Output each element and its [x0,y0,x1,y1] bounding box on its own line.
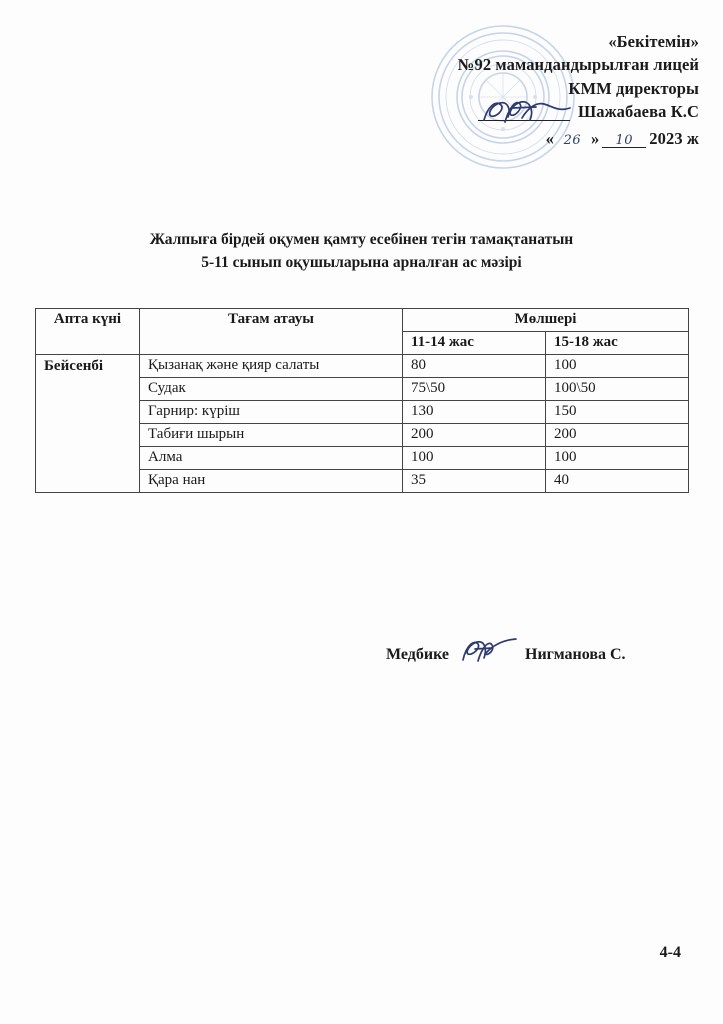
nurse-role-label: Медбике [386,646,450,663]
menu-table-head [36,309,689,355]
approval-director-name: Шажабаева К.С [578,102,699,122]
header-day: Апта күні [36,309,140,355]
approval-block [369,30,699,150]
cell-qty-11-14: 130 [403,401,546,424]
page-number: 4-4 [659,944,681,961]
cell-dish: Табиғи шырын [140,424,403,447]
menu-table [35,308,689,493]
approval-role: КММ директоры [568,78,699,98]
date-day-handwritten: 26 [563,132,582,148]
approval-confirm-word: «Бекітемін» [608,32,699,51]
cell-qty-15-18: 40 [546,470,689,493]
date-year: 2023 ж [649,128,699,148]
cell-dish: Алма [140,447,403,470]
page-title-line1: Жалпыға бірдей оқумен қамту есебінен тегін тамақтанатын [149,231,574,248]
date-open-quote: « [545,128,554,148]
date-close-quote: » [590,128,600,148]
director-signature-rule [478,120,570,121]
nurse-name-label: Нигманова С. [525,646,626,663]
cell-dish: Судак [140,378,403,401]
table-header-row-1 [36,309,689,332]
date-month-handwritten: 10 [602,134,646,149]
table-row [36,355,689,378]
approval-organization: №92 мамандандырылған лицей [457,55,699,75]
cell-qty-11-14: 35 [403,470,546,493]
cell-qty-15-18: 100 [546,355,689,378]
cell-qty-15-18: 100 [546,447,689,470]
cell-qty-15-18: 100\50 [546,378,689,401]
cell-qty-11-14: 200 [403,424,546,447]
page-title [0,228,723,275]
header-age-group-2: 15-18 жас [546,332,689,355]
approval-date-line [369,127,699,150]
cell-qty-15-18: 150 [546,401,689,424]
page-title-line2: 5-11 сынып оқушыларына арналған ас мәзірі [201,254,522,272]
cell-weekday: Бейсенбі [36,355,140,493]
cell-dish: Қара нан [140,470,403,493]
header-age-group-1: 11-14 жас [403,332,546,355]
header-dish: Тағам атауы [140,309,403,355]
cell-qty-15-18: 200 [546,424,689,447]
cell-qty-11-14: 100 [403,447,546,470]
nurse-signature-line [386,646,626,664]
header-amount: Мөлшері [403,309,689,332]
cell-dish: Қызанақ және қияр салаты [140,355,403,378]
cell-qty-11-14: 80 [403,355,546,378]
cell-qty-11-14: 75\50 [403,378,546,401]
menu-table-body [36,355,689,493]
cell-dish: Гарнир: күріш [140,401,403,424]
